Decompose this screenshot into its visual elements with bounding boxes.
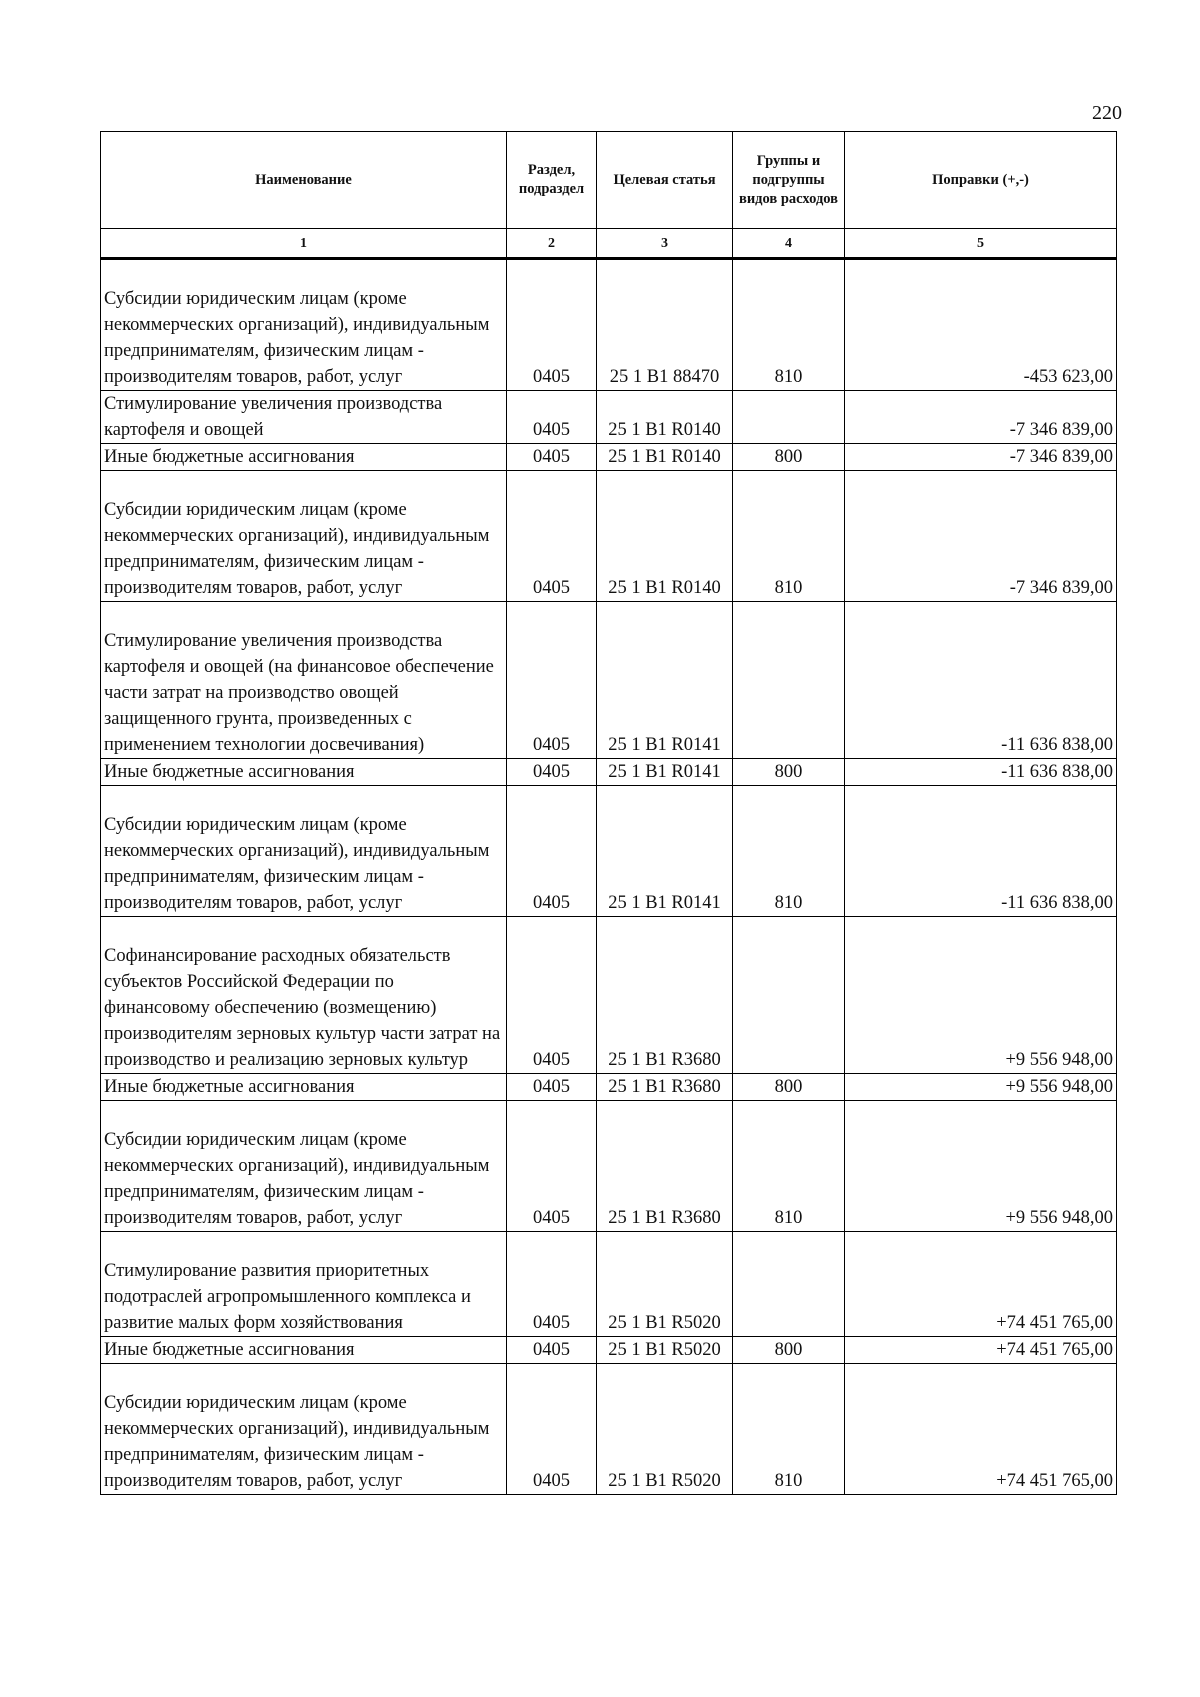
- cell-group: 800: [733, 444, 845, 471]
- cell-target: 25 1 B1 R5020: [597, 1364, 733, 1495]
- table-row: [101, 1232, 1117, 1337]
- cell-name: Иные бюджетные ассигнования: [101, 1074, 507, 1101]
- table-row: [101, 391, 1117, 444]
- cell-target: 25 1 B1 R0141: [597, 602, 733, 759]
- cell-amount: -7 346 839,00: [845, 391, 1117, 444]
- cell-amount: -7 346 839,00: [845, 471, 1117, 602]
- cell-section: 0405: [507, 917, 597, 1074]
- table-row: [101, 917, 1117, 1074]
- header-row: [101, 132, 1117, 229]
- cell-name: Субсидии юридическим лицам (кроме некоммерческих организаций), индивидуальным предпринимателям, физическим лицам - производителям товаров, работ, услуг: [101, 1364, 507, 1495]
- cell-section: 0405: [507, 786, 597, 917]
- table-row: [101, 1101, 1117, 1232]
- header-target: Целевая статья: [597, 132, 733, 229]
- cell-target: 25 1 B1 R0140: [597, 471, 733, 602]
- column-number: 5: [845, 229, 1117, 259]
- table-row: [101, 259, 1117, 391]
- cell-amount: +9 556 948,00: [845, 1101, 1117, 1232]
- cell-name: Субсидии юридическим лицам (кроме некоммерческих организаций), индивидуальным предпринимателям, физическим лицам - производителям товаров, работ, услуг: [101, 259, 507, 391]
- cell-group: 810: [733, 471, 845, 602]
- cell-section: 0405: [507, 1074, 597, 1101]
- cell-amount: +74 451 765,00: [845, 1364, 1117, 1495]
- cell-target: 25 1 B1 R5020: [597, 1337, 733, 1364]
- header-section: Раздел, подраздел: [507, 132, 597, 229]
- cell-group: [733, 602, 845, 759]
- column-number: 2: [507, 229, 597, 259]
- cell-target: 25 1 B1 R3680: [597, 917, 733, 1074]
- cell-name: Субсидии юридическим лицам (кроме некоммерческих организаций), индивидуальным предпринимателям, физическим лицам - производителям товаров, работ, услуг: [101, 1101, 507, 1232]
- table-row: [101, 1337, 1117, 1364]
- column-number: 1: [101, 229, 507, 259]
- cell-amount: -11 636 838,00: [845, 759, 1117, 786]
- cell-section: 0405: [507, 1364, 597, 1495]
- column-number-row: [101, 229, 1117, 259]
- cell-target: 25 1 B1 R3680: [597, 1074, 733, 1101]
- cell-name: Софинансирование расходных обязательств субъектов Российской Федерации по финансовому обеспечению (возмещению) производителям зерновых культур части затрат на производство и реализацию зерновых культур: [101, 917, 507, 1074]
- cell-target: 25 1 B1 R5020: [597, 1232, 733, 1337]
- cell-group: 810: [733, 1364, 845, 1495]
- table-row: [101, 759, 1117, 786]
- cell-amount: -11 636 838,00: [845, 786, 1117, 917]
- cell-section: 0405: [507, 602, 597, 759]
- cell-name: Стимулирование развития приоритетных подотраслей агропромышленного комплекса и развитие малых форм хозяйствования: [101, 1232, 507, 1337]
- cell-amount: +9 556 948,00: [845, 917, 1117, 1074]
- column-number: 3: [597, 229, 733, 259]
- table-row: [101, 1364, 1117, 1495]
- cell-group: 810: [733, 786, 845, 917]
- cell-target: 25 1 B1 R0140: [597, 391, 733, 444]
- cell-section: 0405: [507, 259, 597, 391]
- cell-name: Иные бюджетные ассигнования: [101, 759, 507, 786]
- cell-name: Иные бюджетные ассигнования: [101, 1337, 507, 1364]
- header-name: Наименование: [101, 132, 507, 229]
- cell-amount: -7 346 839,00: [845, 444, 1117, 471]
- cell-amount: +9 556 948,00: [845, 1074, 1117, 1101]
- page-number: 220: [1092, 102, 1122, 124]
- cell-name: Субсидии юридическим лицам (кроме некоммерческих организаций), индивидуальным предпринимателям, физическим лицам - производителям товаров, работ, услуг: [101, 786, 507, 917]
- cell-target: 25 1 B1 R0141: [597, 786, 733, 917]
- header-amount: Поправки (+,-): [845, 132, 1117, 229]
- cell-amount: +74 451 765,00: [845, 1337, 1117, 1364]
- cell-group: [733, 917, 845, 1074]
- cell-amount: -11 636 838,00: [845, 602, 1117, 759]
- column-number: 4: [733, 229, 845, 259]
- cell-target: 25 1 B1 88470: [597, 259, 733, 391]
- cell-amount: +74 451 765,00: [845, 1232, 1117, 1337]
- cell-section: 0405: [507, 1337, 597, 1364]
- table-row: [101, 786, 1117, 917]
- header-group: Группы и подгруппы видов расходов: [733, 132, 845, 229]
- cell-section: 0405: [507, 471, 597, 602]
- cell-target: 25 1 B1 R0141: [597, 759, 733, 786]
- table-row: [101, 471, 1117, 602]
- cell-section: 0405: [507, 444, 597, 471]
- budget-table: [100, 131, 1117, 1495]
- cell-group: 810: [733, 259, 845, 391]
- table-body: [101, 259, 1117, 1495]
- cell-group: [733, 1232, 845, 1337]
- cell-group: 800: [733, 1337, 845, 1364]
- table-row: [101, 602, 1117, 759]
- table-row: [101, 444, 1117, 471]
- cell-amount: -453 623,00: [845, 259, 1117, 391]
- cell-group: 800: [733, 1074, 845, 1101]
- cell-name: Стимулирование увеличения производства картофеля и овощей: [101, 391, 507, 444]
- cell-section: 0405: [507, 1101, 597, 1232]
- cell-section: 0405: [507, 759, 597, 786]
- cell-section: 0405: [507, 1232, 597, 1337]
- cell-name: Иные бюджетные ассигнования: [101, 444, 507, 471]
- cell-group: 810: [733, 1101, 845, 1232]
- cell-name: Субсидии юридическим лицам (кроме некоммерческих организаций), индивидуальным предпринимателям, физическим лицам - производителям товаров, работ, услуг: [101, 471, 507, 602]
- cell-group: [733, 391, 845, 444]
- cell-target: 25 1 B1 R0140: [597, 444, 733, 471]
- cell-target: 25 1 B1 R3680: [597, 1101, 733, 1232]
- cell-section: 0405: [507, 391, 597, 444]
- cell-group: 800: [733, 759, 845, 786]
- cell-name: Стимулирование увеличения производства картофеля и овощей (на финансовое обеспечение части затрат на производство овощей защищенного грунта, произведенных с применением технологии досвечивания): [101, 602, 507, 759]
- table-row: [101, 1074, 1117, 1101]
